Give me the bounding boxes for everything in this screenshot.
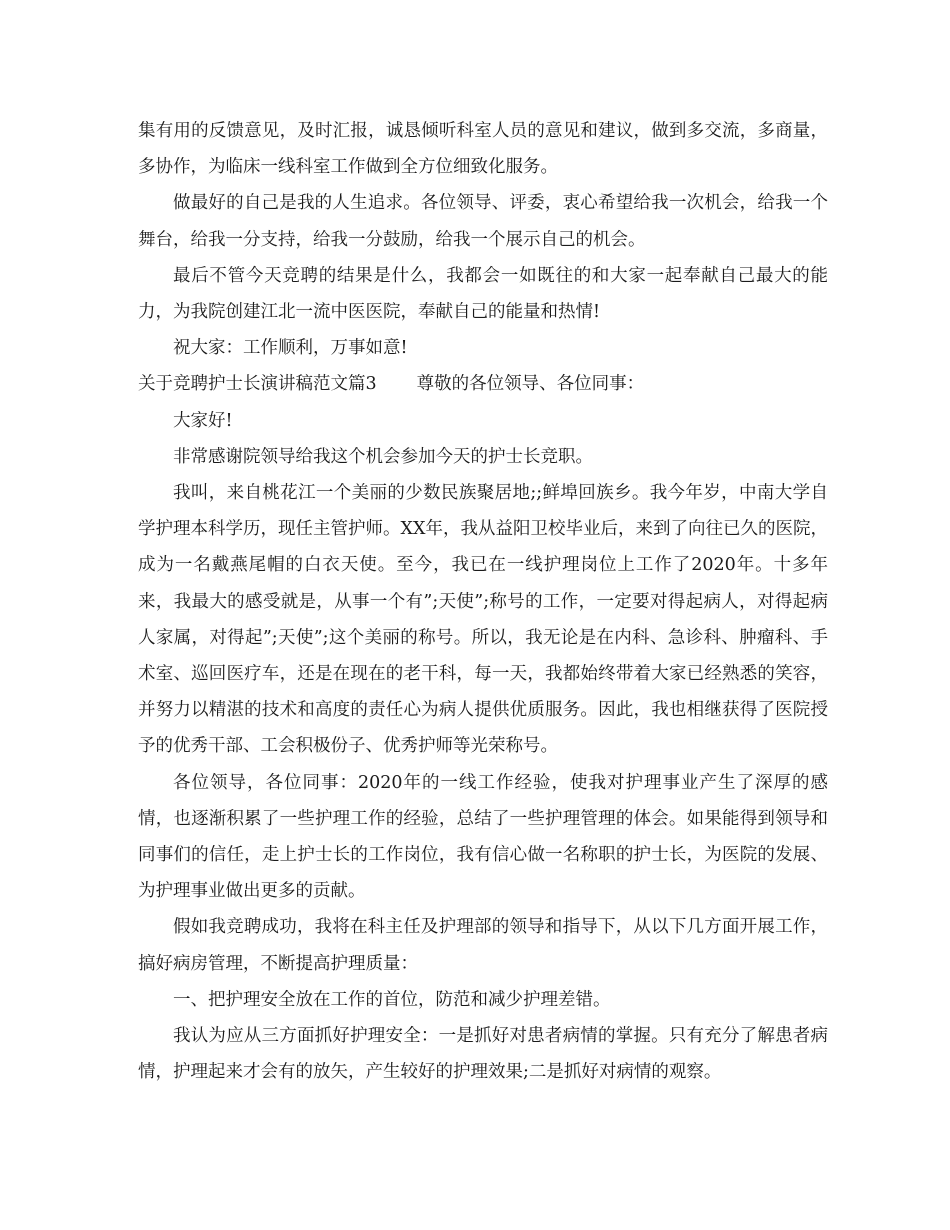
paragraph-6: 非常感谢院领导给我这个机会参加今天的护士长竞职。 <box>173 446 593 467</box>
paragraph-10: 一、把护理安全放在工作的首位，防范和减少护理差错。 <box>173 989 611 1010</box>
paragraph-7: 我叫，来自桃花江一个美丽的少数民族聚居地;;鲜埠回族乡。我今年岁，中南大学自学护理本科学历，现任主管护师。XX年，我从益阳卫校毕业后，来到了向往已久的医院，成为一名戴燕尾帽的白衣天使。至今，我已在一线护理岗位上工作了2020年。十多年来，我最大的感受就是，从事一个有”;天使”;称号的工作，一定要对得起病人，对得起病人家属，对得起”;天使”;这个美丽的称号。所以，我无论是在内科、急诊科、肿瘤科、手术室、巡回医疗车，还是在现在的老干科，每一天，我都始终带着大家已经熟悉的笑容，并努力以精湛的技术和高度的责任心为病人提供优质服务。因此，我也相继获得了医院授予的优秀干部、工会积极份子、优秀护师等光荣称号。 <box>138 483 828 757</box>
paragraph-4: 祝大家：工作顺利，万事如意! <box>173 338 408 359</box>
paragraph-3: 最后不管今天竞聘的结果是什么，我都会一如既往的和大家一起奉献自己最大的能力，为我院创建江北一流中医医院，奉献自己的能量和热情! <box>138 265 828 323</box>
paragraph-8: 各位领导，各位同事：2020年的一线工作经验，使我对护理事业产生了深厚的感情，也逐渐积累了一些护理工作的经验，总结了一些护理管理的体会。如果能得到领导和同事们的信任，走上护士长的工作岗位，我有信心做一名称职的护士长，为医院的发展、为护理事业做出更多的贡献。 <box>138 772 828 902</box>
section-greeting: 尊敬的各位领导、各位同事： <box>416 374 645 395</box>
section-heading <box>138 366 828 402</box>
paragraph-2: 做最好的自己是我的人生追求。各位领导、评委，衷心希望给我一次机会，给我一个舞台，给我一分支持，给我一分鼓励，给我一个展示自己的机会。 <box>138 193 828 250</box>
paragraph-5: 大家好! <box>173 410 233 431</box>
document-body <box>138 113 828 1090</box>
paragraph-9: 假如我竞聘成功，我将在科主任及护理部的领导和指导下，从以下几方面开展工作，搞好病房管理，不断提高护理质量： <box>138 917 828 974</box>
paragraph-11: 我认为应从三方面抓好护理安全：一是抓好对患者病情的掌握。只有充分了解患者病情，护理起来才会有的放矢，产生较好的护理效果;二是抓好对病情的观察。 <box>138 1026 828 1083</box>
paragraph-1: 集有用的反馈意见，及时汇报，诚恳倾听科室人员的意见和建议，做到多交流，多商量，多协作，为临床一线科室工作做到全方位细致化服务。 <box>138 121 828 178</box>
section-title: 关于竞聘护士长演讲稿范文篇3 <box>138 374 377 395</box>
